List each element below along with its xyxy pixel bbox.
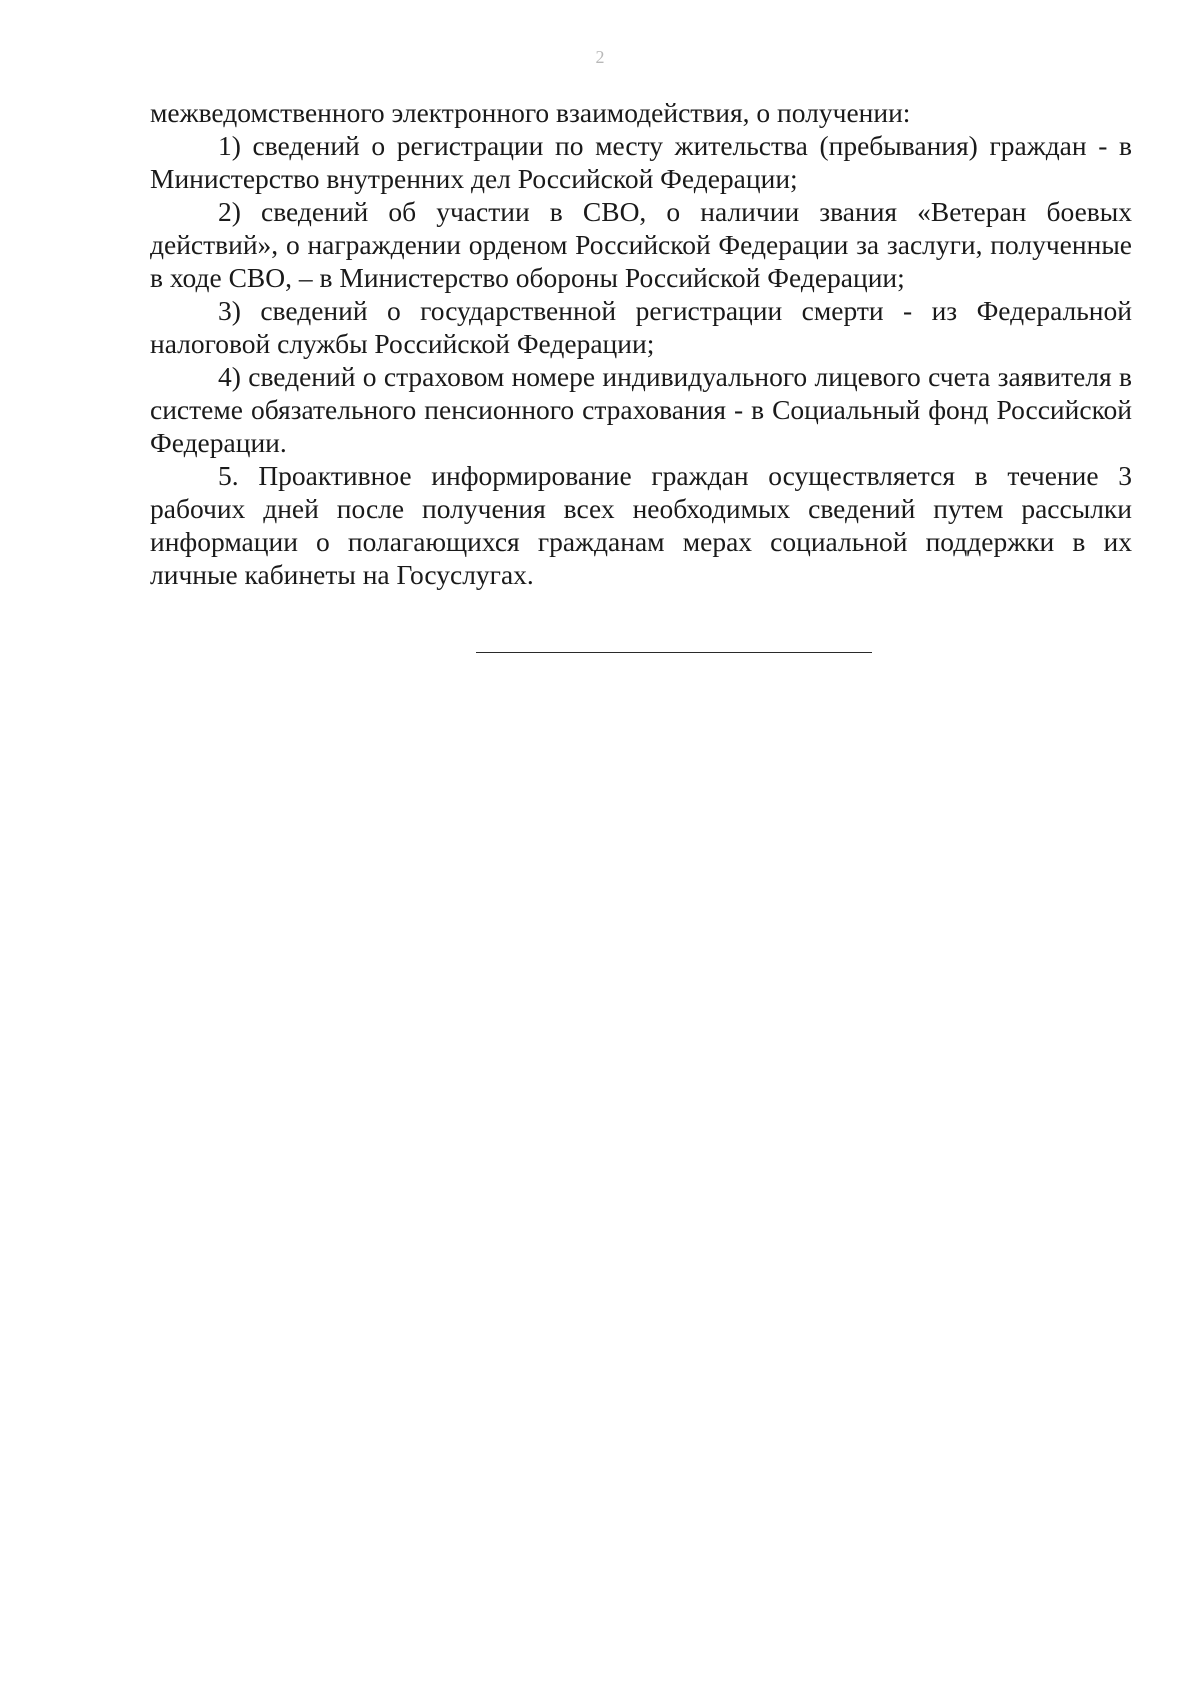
document-body	[150, 96, 1132, 591]
paragraph-continuation: межведомственного электронного взаимодействия, о получении:	[150, 97, 911, 128]
page-number: 2	[595, 47, 605, 67]
paragraph-clause-5: 5. Проактивное информирование граждан осуществляется в течение 3 рабочих дней после получения всех необходимых сведений путем рассылки информации о полагающихся гражданам мерах социальной поддержки в их личные кабинеты на Госуслугах.	[150, 460, 1132, 590]
paragraph-item-1: 1) сведений о регистрации по месту жительства (пребывания) граждан - в Министерство внутренних дел Российской Федерации;	[150, 130, 1132, 194]
end-of-document-rule	[476, 652, 872, 653]
paragraph-item-3: 3) сведений о государственной регистрации смерти - из Федеральной налоговой службы Российской Федерации;	[150, 295, 1132, 359]
paragraph-item-2: 2) сведений об участии в СВО, о наличии звания «Ветеран боевых действий», о награждении орденом Российской Федерации за заслуги, полученные в ходе СВО, – в Министерство обороны Российской Федерации;	[150, 196, 1132, 293]
paragraph-item-4: 4) сведений о страховом номере индивидуального лицевого счета заявителя в системе обязательного пенсионного страхования - в Социальный фонд Российской Федерации.	[150, 361, 1132, 458]
